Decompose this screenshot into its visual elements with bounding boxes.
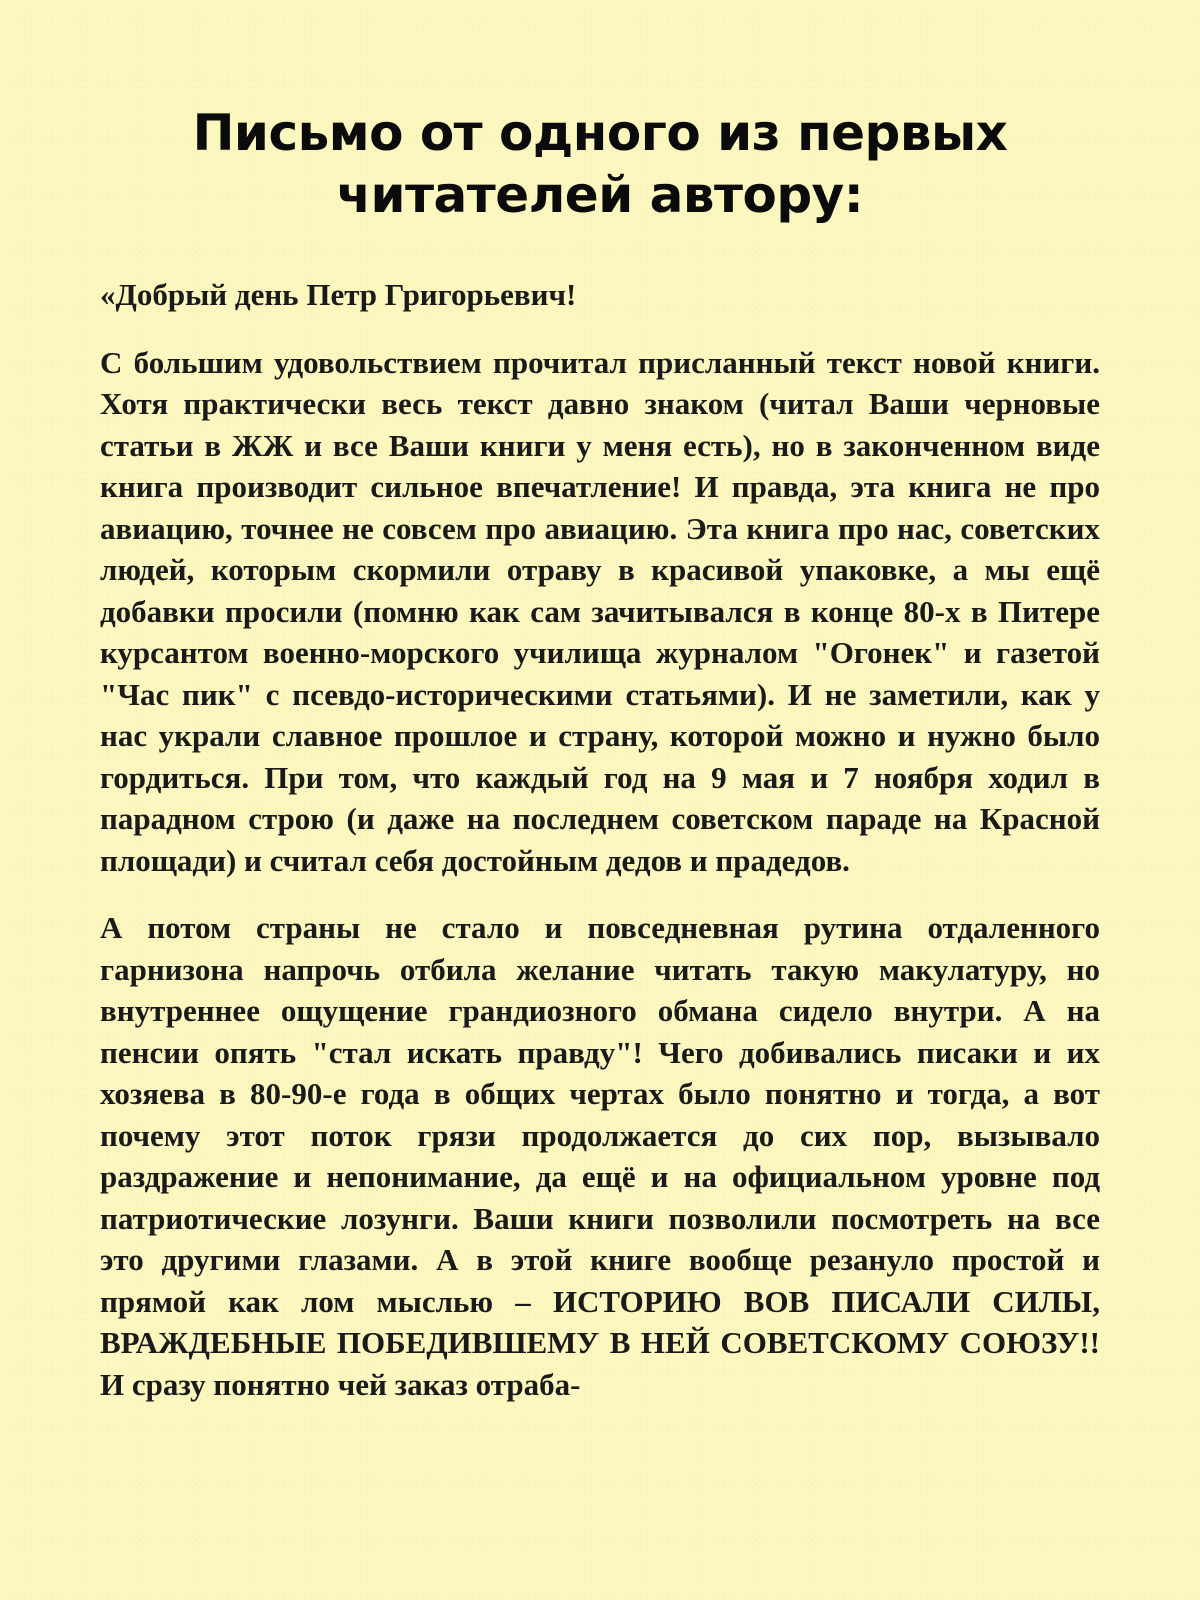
letter-body: [100, 274, 1100, 1405]
letter-paragraph-1: С большим удовольствием прочитал присланный текст новой книги. Хотя практически весь текст давно знаком (читал Ваши черновые статьи в ЖЖ и все Ваши книги у меня есть), но в законченном виде книга производит сильное впечатление! И правда, эта книга не про авиацию, точнее не совсем про авиацию. Эта книга про нас, советских людей, которым скормили отраву в красивой упаковке, а мы ещё добавки просили (помню как сам зачитывался в конце 80-х в Питере курсантом военно-морского училища журналом "Огонек" и газетой "Час пик" с псевдо-историческими статьями). И не заметили, как у нас украли славное прошлое и страну, которой можно и нужно было гордиться. При том, что каждый год на 9 мая и 7 ноября ходил в парадном строю (и даже на последнем советском параде на Красной площади) и считал себя достойным дедов и прадедов.: [100, 344, 1100, 878]
page-title: [100, 102, 1100, 226]
page-title-line-1: Письмо от одного из первых: [192, 104, 1008, 162]
page-title-line-2: читателей автору:: [336, 166, 864, 224]
letter-paragraph-2: А потом страны не стало и повседневная рутина отдаленного гарнизона напрочь отбила желание читать такую макулатуру, но внутреннее ощущение грандиозного обмана сидело внутри. А на пенсии опять "стал искать правду"! Чего добивались писаки и их хозяева в 80-90-е года в общих чертах было понятно и тогда, а вот почему этот поток грязи продолжается до сих пор, вызывало раздражение и непонимание, да ещё и на официальном уровне под патриотические лозунги. Ваши книги позволили посмотреть на все это другими глазами. А в этой книге вообще резануло простой и прямой как лом мыслью – ИСТОРИЮ ВОВ ПИСАЛИ СИЛЫ, ВРАЖДЕБНЫЕ ПОБЕДИВШЕМУ В НЕЙ СОВЕТСКОМУ СОЮЗУ!! И сразу понятно чей заказ отраба-: [100, 910, 1100, 1402]
letter-greeting: «Добрый день Петр Григорьевич!: [100, 277, 577, 312]
